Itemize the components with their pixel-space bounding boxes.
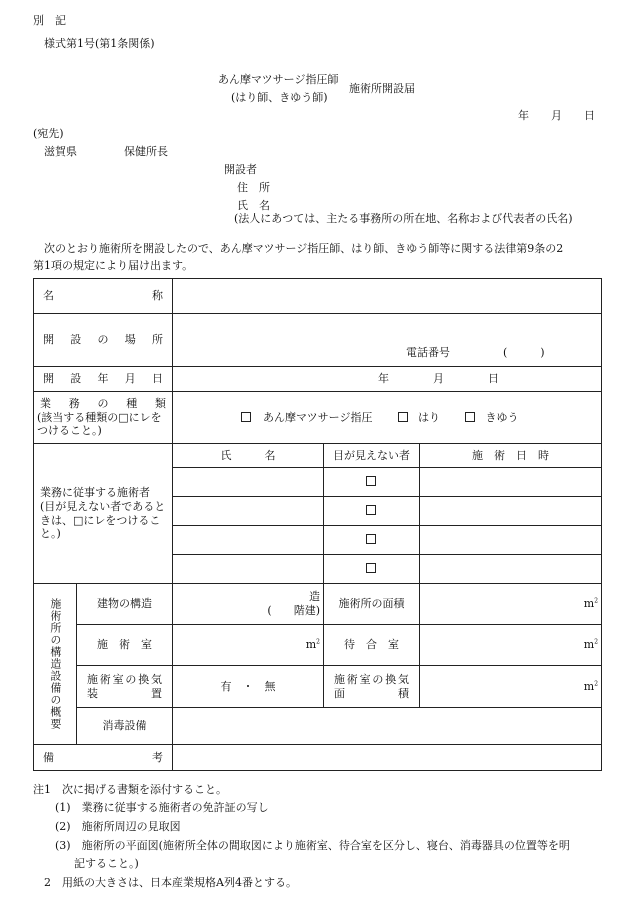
form-number: 様式第1号(第1条関係): [44, 37, 155, 50]
title-suffix: 施術所開設届: [349, 82, 415, 95]
addressee-office: 保健所長: [124, 145, 168, 158]
note-1-1: (1) 業務に従事する施術者の免許証の写し: [55, 801, 269, 814]
note-1-3b: 記すること。): [74, 857, 139, 870]
remarks-input[interactable]: [173, 745, 602, 771]
note-1-2: (2) 施術所周辺の見取図: [55, 820, 181, 833]
staff-header-blind: 目が見えない者: [324, 444, 420, 468]
addressee-label: (宛先): [33, 127, 64, 140]
submission-date: 年 月 日: [518, 109, 595, 122]
staff-header-name: 氏 名: [173, 444, 324, 468]
waiting-room-area-input[interactable]: $m^2$: [420, 625, 602, 666]
name-label-cell: 名 称: [34, 279, 173, 314]
open-date-label-cell: 開 設 年 月 日: [34, 367, 173, 392]
checkbox-hari[interactable]: [398, 411, 410, 424]
note-1: 注1 次に掲げる書類を添付すること。: [33, 783, 227, 796]
ventilation-value[interactable]: 有 ・ 無: [173, 666, 324, 708]
row-open-date: [34, 367, 602, 392]
ventilation-label: 施術室の換気装置: [77, 666, 173, 708]
disinfection-label: 消毒設備: [77, 708, 173, 745]
staff-blind-checkbox[interactable]: [324, 468, 420, 497]
applicant-name-label: 氏 名: [237, 199, 270, 212]
row-ventilation: [34, 666, 602, 708]
row-building-structure: [34, 584, 602, 625]
row-disinfection: [34, 708, 602, 745]
staff-name-input[interactable]: [173, 497, 324, 526]
staff-name-input[interactable]: [173, 526, 324, 555]
row-name: [34, 279, 602, 314]
row-treatment-room: [34, 625, 602, 666]
ventilation-area-label: 施術室の換気面積: [324, 666, 420, 708]
checkbox-kyu[interactable]: [465, 411, 477, 424]
staff-name-input[interactable]: [173, 468, 324, 497]
addressee-prefecture: 滋賀県: [44, 145, 77, 158]
title-line2: (はり師、きゆう師): [231, 91, 328, 104]
building-structure-input[interactable]: 造 ( 階建): [173, 584, 324, 625]
facility-area-label: 施術所の面積: [324, 584, 420, 625]
applicant-address-label: 住 所: [237, 181, 270, 194]
treatment-room-area-input[interactable]: $m^2$: [173, 625, 324, 666]
row-remarks: [34, 745, 602, 771]
remarks-label-cell: 備 考: [34, 745, 173, 771]
staff-schedule-input[interactable]: [420, 555, 602, 584]
phone-label: 電話番号: [406, 346, 450, 359]
checkbox-anma[interactable]: [241, 411, 253, 424]
applicant-corp-note: (法人にあつては、主たる事務所の所在地、名称および代表者の氏名): [234, 212, 573, 225]
title-line1: あん摩マツサージ指圧師: [218, 73, 339, 86]
structure-group-label: 施術所の構造設備の概要: [34, 584, 77, 745]
staff-header-schedule: 施 術 日 時: [420, 444, 602, 468]
staff-schedule-input[interactable]: [420, 526, 602, 555]
application-table: [33, 278, 602, 771]
intro-line2: 第1項の規定により届け出ます。: [33, 259, 194, 272]
note-1-3a: (3) 施術所の平面図(施術所全体の間取図により施術室、待合室を区分し、寝台、消毒器具の位置等を明: [55, 839, 570, 852]
staff-blind-checkbox[interactable]: [324, 526, 420, 555]
staff-header-row: [34, 444, 602, 468]
phone-paren[interactable]: ( ): [503, 346, 545, 359]
row-business-type: [34, 392, 602, 444]
staff-blind-checkbox[interactable]: [324, 555, 420, 584]
location-label-cell: 開 設 の 場 所: [34, 314, 173, 367]
facility-area-input[interactable]: $m^2$: [420, 584, 602, 625]
intro-line1: 次のとおり施術所を開設したので、あん摩マツサージ指圧師、はり師、きゆう師等に関する法律第9条の2: [44, 242, 564, 255]
staff-name-input[interactable]: [173, 555, 324, 584]
staff-blind-checkbox[interactable]: [324, 497, 420, 526]
building-structure-label: 建物の構造: [77, 584, 173, 625]
ventilation-area-input[interactable]: $m^2$: [420, 666, 602, 708]
staff-schedule-input[interactable]: [420, 468, 602, 497]
open-date-input[interactable]: 年 月 日: [173, 367, 602, 392]
disinfection-input[interactable]: [173, 708, 602, 745]
business-type-label-cell: 業 務 の 種 類 (該当する種類の□にレをつけること。): [34, 392, 173, 444]
staff-label-cell: 業務に従事する施術者 (目が見えない者であるときは、□にレをつけること。): [34, 444, 173, 584]
name-input[interactable]: [173, 279, 602, 314]
annex-label: 別 記: [33, 14, 66, 27]
applicant-label: 開設者: [224, 163, 257, 176]
location-input[interactable]: [173, 314, 602, 367]
row-location: [34, 314, 602, 367]
note-2: 2 用紙の大きさは、日本産業規格A列4番とする。: [44, 876, 297, 889]
waiting-room-label: 待 合 室: [324, 625, 420, 666]
treatment-room-label: 施 術 室: [77, 625, 173, 666]
business-type-options: あん摩マツサージ指圧 はり きゆう: [173, 392, 602, 444]
staff-schedule-input[interactable]: [420, 497, 602, 526]
